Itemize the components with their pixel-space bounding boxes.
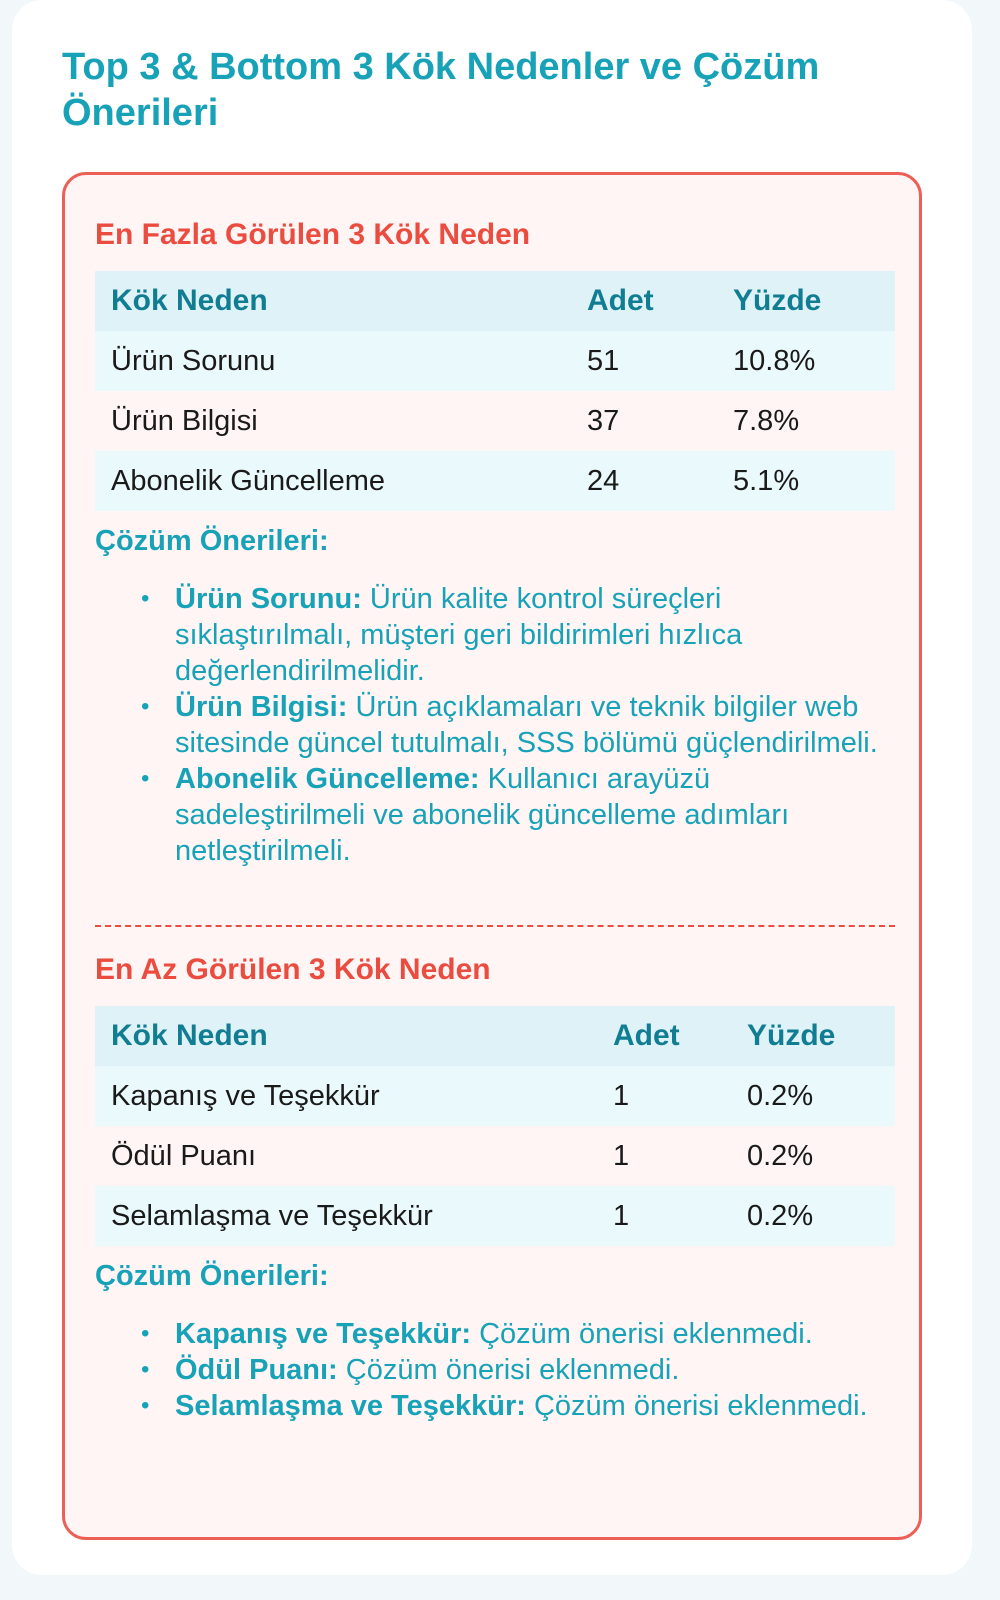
- percent-cell: 7.8%: [733, 404, 800, 437]
- bullet-icon: •: [141, 1392, 150, 1419]
- count-cell: 51: [587, 344, 620, 377]
- column-header-root-cause: Kök Neden: [111, 1019, 268, 1052]
- column-header-count: Adet: [587, 284, 654, 317]
- solution-label: Kapanış ve Teşekkür:: [175, 1318, 472, 1350]
- solution-label: Selamlaşma ve Teşekkür:: [175, 1390, 526, 1422]
- solution-label: Ürün Sorunu:: [175, 583, 362, 615]
- report-card: [12, 0, 972, 1575]
- column-header-percent: Yüzde: [747, 1019, 836, 1052]
- solution-text: Kullanıcı arayüzü sadeleştirilmeli ve abonelik güncelleme adımları netleştirilmeli.: [175, 763, 790, 867]
- root-cause-cell: Abonelik Güncelleme: [111, 464, 386, 497]
- count-cell: 24: [587, 464, 620, 497]
- table-row: [95, 451, 895, 511]
- percent-cell: 10.8%: [733, 344, 816, 377]
- list-item: [141, 1316, 895, 1352]
- count-cell: 1: [613, 1199, 630, 1232]
- column-header-count: Adet: [613, 1019, 680, 1052]
- table-row: [95, 1066, 895, 1126]
- root-cause-cell: Ödül Puanı: [111, 1139, 257, 1172]
- percent-cell: 0.2%: [747, 1079, 814, 1112]
- table-header-row: [95, 271, 895, 331]
- root-cause-panel: [62, 172, 922, 1540]
- root-cause-cell: Ürün Sorunu: [111, 344, 276, 377]
- bullet-icon: •: [141, 693, 150, 720]
- count-cell: 37: [587, 404, 620, 437]
- table-row: [95, 331, 895, 391]
- bullet-icon: •: [141, 765, 150, 792]
- table-row: [95, 1126, 895, 1186]
- solution-label: Ödül Puanı:: [175, 1354, 338, 1386]
- percent-cell: 5.1%: [733, 464, 800, 497]
- count-cell: 1: [613, 1079, 630, 1112]
- table-header-row: [95, 1006, 895, 1066]
- list-item: [141, 581, 895, 689]
- top-root-causes-section: [95, 215, 895, 869]
- column-header-percent: Yüzde: [733, 284, 822, 317]
- solution-text: Çözüm önerisi eklenmedi.: [345, 1354, 680, 1386]
- bullet-icon: •: [141, 1356, 150, 1383]
- solution-text: Ürün kalite kontrol süreçleri sıklaştırılmalı, müşteri geri bildirimleri hızlıca değerlendirilmelidir.: [175, 583, 743, 687]
- list-item: [141, 1352, 895, 1388]
- list-item: [141, 1388, 895, 1424]
- solution-text: Çözüm önerisi eklenmedi.: [479, 1318, 813, 1350]
- table-row: [95, 1186, 895, 1246]
- bottom-solutions-list: [95, 1316, 895, 1424]
- percent-cell: 0.2%: [747, 1199, 814, 1232]
- table-row: [95, 391, 895, 451]
- section-divider: [95, 925, 895, 927]
- solution-label: Ürün Bilgisi:: [175, 691, 348, 723]
- bottom-root-causes-section: [95, 950, 895, 1424]
- bullet-icon: •: [141, 585, 150, 612]
- top-root-causes-table: [95, 271, 895, 511]
- list-item: [141, 761, 895, 869]
- solution-label: Abonelik Güncelleme:: [175, 763, 480, 795]
- page-title: Top 3 & Bottom 3 Kök Nedenler ve Çözüm Önerileri: [62, 46, 820, 134]
- root-cause-cell: Kapanış ve Teşekkür: [111, 1079, 380, 1112]
- top-solutions-list: [95, 581, 895, 869]
- list-item: [141, 689, 895, 761]
- column-header-root-cause: Kök Neden: [111, 284, 268, 317]
- percent-cell: 0.2%: [747, 1139, 814, 1172]
- bottom-solutions-heading: Çözüm Önerileri:: [95, 1260, 329, 1292]
- solution-text: Ürün açıklamaları ve teknik bilgiler web sitesinde güncel tutulmalı, SSS bölümü güçlendirilmeli.: [175, 691, 878, 759]
- top-section-heading: En Fazla Görülen 3 Kök Neden: [95, 218, 531, 251]
- bottom-root-causes-table: [95, 1006, 895, 1246]
- top-solutions-heading: Çözüm Önerileri:: [95, 525, 329, 557]
- bottom-section-heading: En Az Görülen 3 Kök Neden: [95, 953, 491, 986]
- count-cell: 1: [613, 1139, 630, 1172]
- bullet-icon: •: [141, 1320, 150, 1347]
- root-cause-cell: Selamlaşma ve Teşekkür: [111, 1199, 433, 1232]
- solution-text: Çözüm önerisi eklenmedi.: [533, 1390, 868, 1422]
- root-cause-cell: Ürün Bilgisi: [111, 404, 258, 437]
